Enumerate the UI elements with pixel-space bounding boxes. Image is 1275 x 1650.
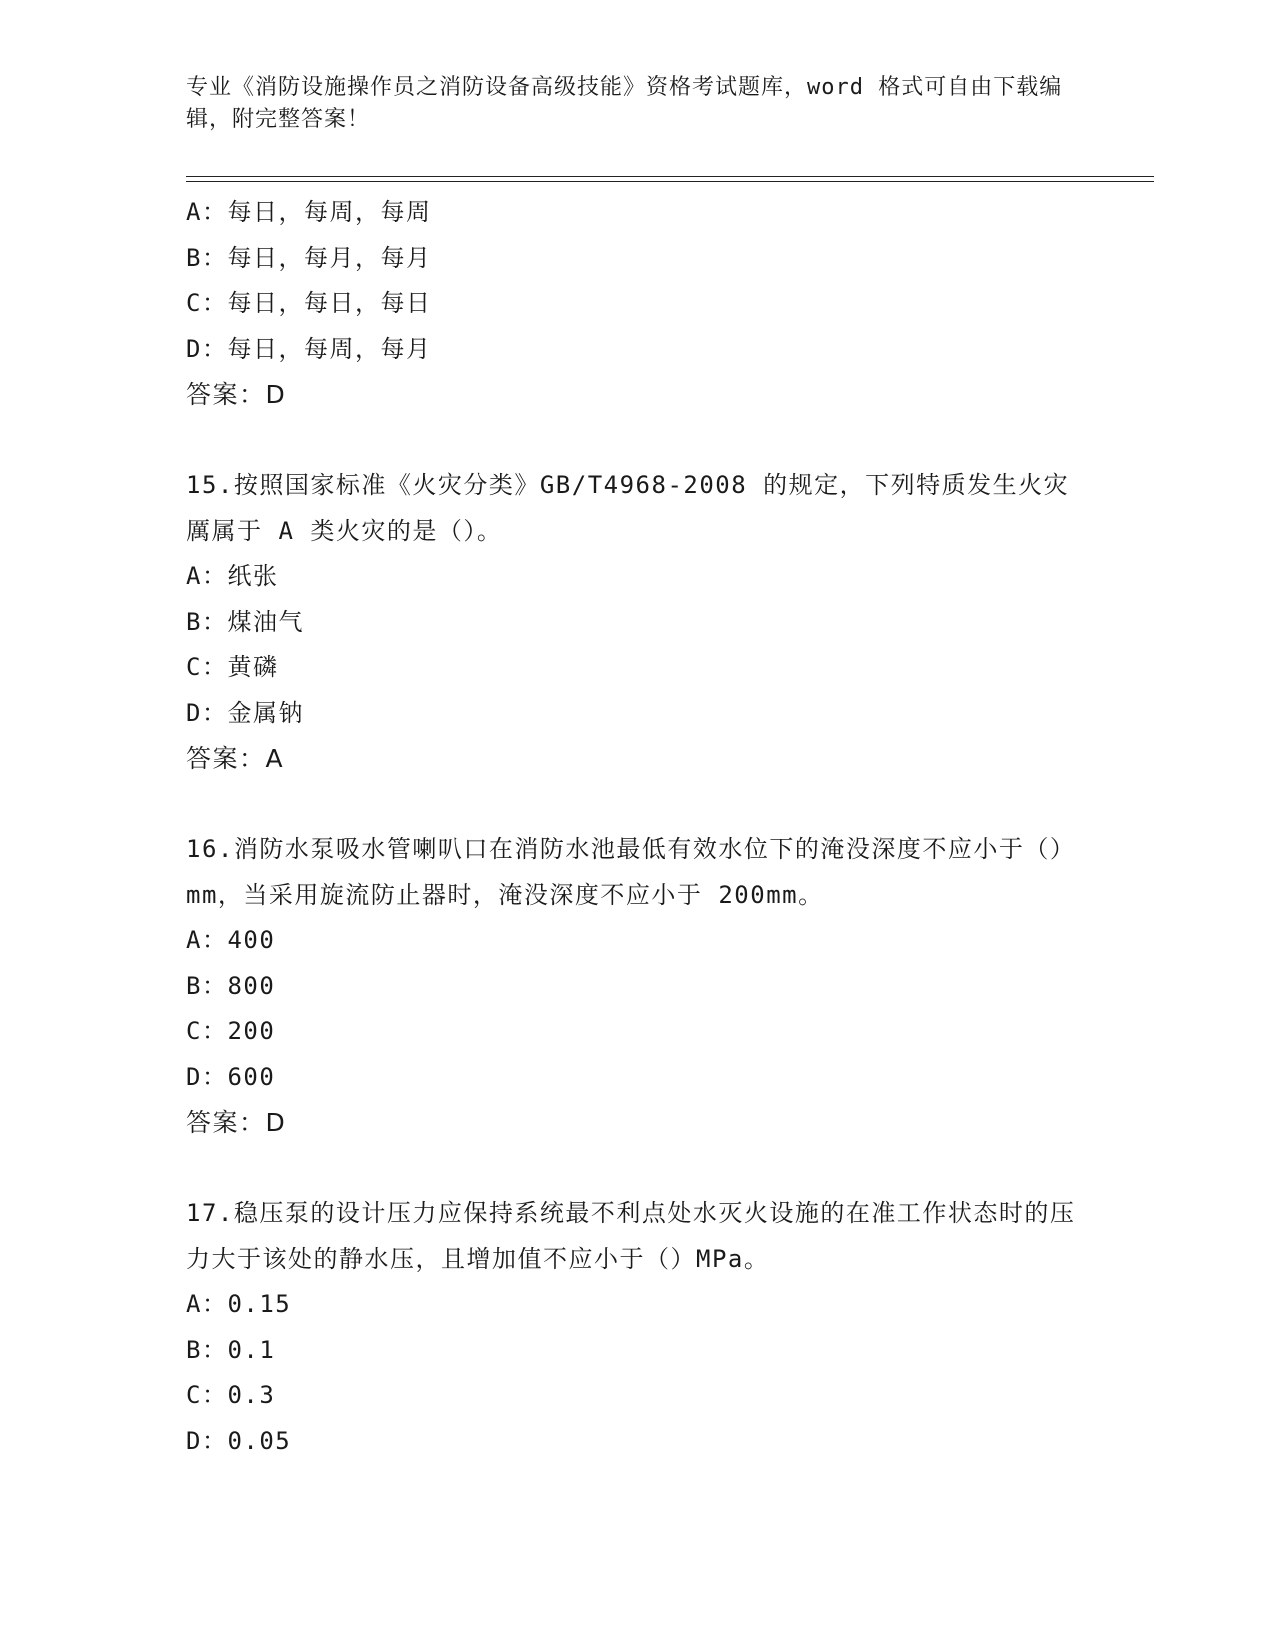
option-d: D：600 xyxy=(186,1062,276,1091)
option-c: C：黄磷 xyxy=(186,653,279,681)
document-header: 专业《消防设施操作员之消防设备高级技能》资格考试题库，word 格式可自由下载编辑，附完整答案！ xyxy=(186,75,1063,132)
option-d: D：每日，每周，每月 xyxy=(186,334,432,363)
option-a: A：纸张 xyxy=(186,562,279,590)
answer: 答案：D xyxy=(186,380,287,409)
question-text: 16.消防水泵吸水管喇叭口在消防水池最低有效水位下的淹没深度不应小于（）mm，当采用旋流防止器时，淹没深度不应小于 200mm。 xyxy=(186,835,1076,909)
question-text: 17.稳压泵的设计压力应保持系统最不利点处水灭火设施的在准工作状态时的压力大于该处的静水压，且增加值不应小于（）MPa。 xyxy=(186,1199,1076,1273)
question-list xyxy=(186,190,1086,1464)
option-b: B：煤油气 xyxy=(186,607,304,636)
option-d: D：金属钠 xyxy=(186,698,304,727)
option-a: A：每日，每周，每周 xyxy=(186,198,432,226)
header-rule-top xyxy=(186,176,1154,177)
option-c: C：0.3 xyxy=(186,1381,276,1409)
option-c: C：200 xyxy=(186,1017,276,1045)
question-17 xyxy=(186,1191,1086,1464)
option-b: B：800 xyxy=(186,971,276,1000)
question-15 xyxy=(186,463,1086,782)
question-14-continued xyxy=(186,190,1086,418)
answer: 答案：D xyxy=(186,1108,287,1137)
option-c: C：每日，每日，每日 xyxy=(186,289,432,317)
answer: 答案：A xyxy=(186,744,285,773)
header-rule-bottom xyxy=(186,181,1154,182)
option-b: B：每日，每月，每月 xyxy=(186,243,432,272)
question-text: 15.按照国家标准《火灾分类》GB/T4968-2008 的规定，下列特质发生火灾厲属于 A 类火灾的是（）。 xyxy=(186,471,1070,545)
option-d: D：0.05 xyxy=(186,1426,292,1455)
option-b: B：0.1 xyxy=(186,1335,276,1364)
option-a: A：400 xyxy=(186,926,276,954)
option-a: A：0.15 xyxy=(186,1290,292,1318)
question-16 xyxy=(186,827,1086,1146)
